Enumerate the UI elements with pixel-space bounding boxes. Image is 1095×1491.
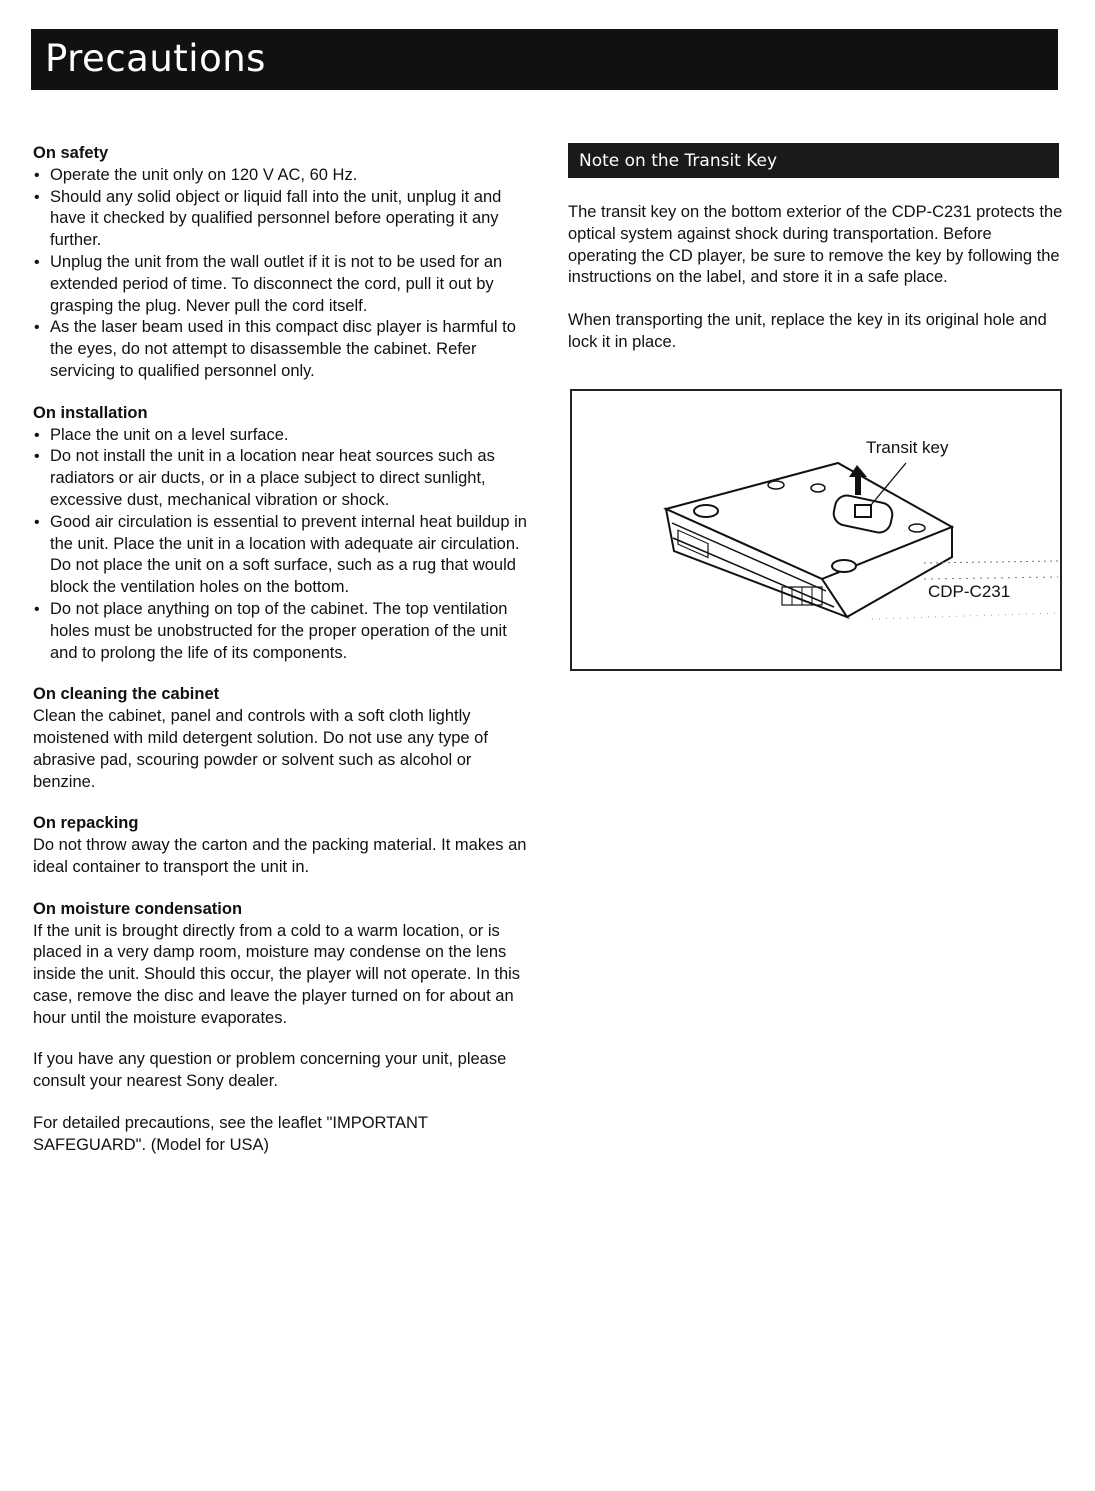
safety-list <box>33 165 533 383</box>
section-question <box>33 1049 533 1093</box>
note-heading: Note on the Transit Key <box>579 151 778 171</box>
section-detailed <box>33 1113 533 1157</box>
repacking-text: Do not throw away the carton and the packing material. It makes an ideal container to transport the unit in. <box>33 836 527 876</box>
heading-installation: On installation <box>33 403 148 422</box>
list-item: • Good air circulation is essential to prevent internal heat buildup in the unit. Place the unit in a location with adequate air circulation. Do not place the unit on a soft surface, such as a rug that would block the ventilation holes on the bottom. <box>33 512 533 599</box>
right-column <box>568 143 1063 375</box>
list-item: • Do not install the unit in a location near heat sources such as radiators or air ducts, or in a place subject to direct sunlight, excessive dust, mechanical vibration or shock. <box>33 446 533 511</box>
page-title-bar <box>31 29 1058 90</box>
transit-key-paragraph-1: The transit key on the bottom exterior of the CDP-C231 protects the optical system against shock during transportation. Before operating the CD player, be sure to remove the key by following the instructions on the label, and store it in a safe place. <box>568 203 1063 287</box>
heading-repacking: On repacking <box>33 814 139 833</box>
heading-safety: On safety <box>33 144 109 162</box>
left-column <box>33 143 533 1177</box>
page-title: Precautions <box>45 37 266 80</box>
installation-list <box>33 425 533 665</box>
section-cleaning <box>33 684 533 793</box>
list-item: • Should any solid object or liquid fall into the unit, unplug it and have it checked by qualified personnel before operating it any further. <box>33 187 533 252</box>
section-installation <box>33 403 533 665</box>
heading-cleaning: On cleaning the cabinet <box>33 685 220 704</box>
detailed-text: For detailed precautions, see the leaflet "IMPORTANT SAFEGUARD". (Model for USA) <box>33 1114 428 1154</box>
cd-player-drawing <box>572 391 1060 669</box>
question-text: If you have any question or problem concerning your unit, please consult your nearest Sony dealer. <box>33 1050 507 1091</box>
moisture-text: If the unit is brought directly from a cold to a warm location, or is placed in a very damp room, moisture may condense on the lens inside the unit. Should this occur, the player will not operate. In this case, remove the disc and leave the player turned on for about an hour until the moisture evaporates. <box>33 921 521 1027</box>
list-item: • Place the unit on a level surface. <box>33 425 533 447</box>
section-moisture <box>33 899 533 1030</box>
heading-moisture: On moisture condensation <box>33 899 243 918</box>
list-item: • Do not place anything on top of the cabinet. The top ventilation holes must be unobstructed for the proper operation of the unit and to prolong the life of its components. <box>33 599 533 664</box>
transit-key-paragraph-2: When transporting the unit, replace the key in its original hole and lock it in place. <box>568 311 1047 351</box>
cd-player-illustration <box>570 389 1062 671</box>
note-heading-bar <box>568 143 1059 178</box>
list-item: • Operate the unit only on 120 V AC, 60 Hz. <box>33 165 533 187</box>
model-label: CDP-C231 <box>928 582 1011 601</box>
list-item: • Unplug the unit from the wall outlet if it is not to be used for an extended period of time. To disconnect the cord, pull it out by grasping the plug. Never pull the cord itself. <box>33 252 533 317</box>
list-item: • As the laser beam used in this compact disc player is harmful to the eyes, do not attempt to disassemble the cabinet. Refer servicing to qualified personnel only. <box>33 317 533 382</box>
transit-key-label: Transit key <box>866 438 949 457</box>
section-repacking <box>33 813 533 878</box>
cleaning-text: Clean the cabinet, panel and controls with a soft cloth lightly moistened with mild detergent solution. Do not use any type of abrasive pad, scouring powder or solvent such as alcohol or benzine. <box>33 707 488 791</box>
section-safety <box>33 143 533 383</box>
